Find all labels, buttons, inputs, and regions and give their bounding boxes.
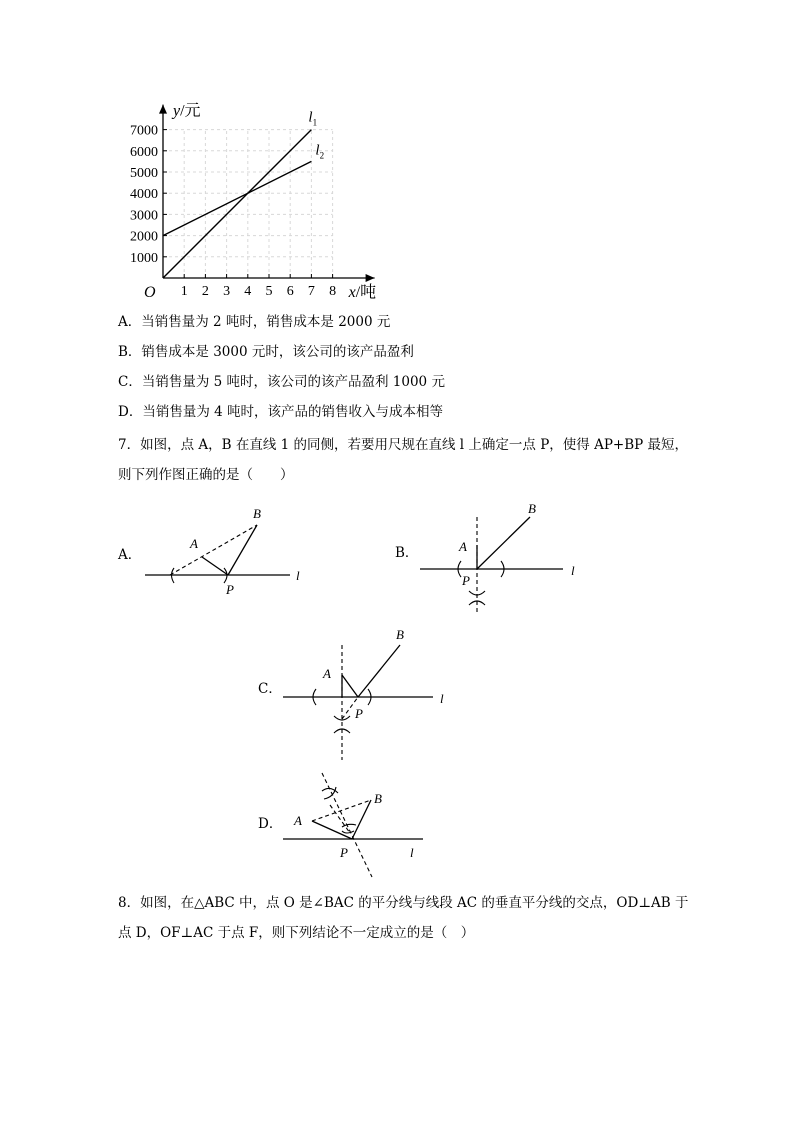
x-tick-label: 7 (307, 284, 315, 299)
fig-a-point-p: P (226, 582, 234, 597)
q7-figure-d-label: D． (258, 816, 283, 832)
fig-b-line-l: l (571, 563, 575, 578)
x-tick-label: 3 (223, 284, 231, 299)
series-label-l1: $l_1$ (308, 109, 318, 128)
series-line-l2 (163, 161, 311, 235)
origin-label: O (144, 284, 156, 301)
y-axis-arrow (159, 105, 167, 114)
q7-stem-line2: 则下列作图正确的是（ ） (118, 467, 294, 483)
x-tick-label: 4 (244, 284, 252, 299)
q6-option-a: A．当销售量为 2 吨时，销售成本是 2000 元 (118, 314, 391, 330)
sales-chart (110, 90, 410, 305)
q6-option-d: D．当销售量为 4 吨时，该产品的销售收入与成本相等 (118, 404, 443, 420)
q7-figure-b-label: B． (395, 545, 419, 561)
fig-d-point-b: B (374, 791, 382, 806)
fig-d-point-a: A (294, 813, 302, 828)
x-axis-label: x/吨 (348, 284, 377, 301)
x-tick-label: 8 (329, 284, 337, 299)
q7-figure-c (278, 620, 458, 765)
x-axis-arrow (366, 274, 375, 282)
fig-c-point-a: A (323, 666, 331, 681)
chart-labels (144, 102, 376, 301)
y-axis-label: y/元 (173, 102, 201, 120)
fig-d-line-l: l (410, 845, 414, 860)
q6-option-c: C．当销售量为 5 吨时，该公司的该产品盈利 1000 元 (118, 374, 445, 390)
q7-figure-b (415, 495, 590, 620)
x-tick-label: 1 (180, 284, 188, 299)
q6-option-b: B．销售成本是 3000 元时，该公司的该产品盈利 (118, 344, 414, 360)
fig-a-point-b: B (253, 506, 261, 521)
y-tick-label: 7000 (130, 123, 158, 139)
y-tick-label: 2000 (130, 229, 158, 245)
y-tick-label: 6000 (130, 144, 158, 160)
fig-b-point-p: P (462, 573, 470, 588)
y-tick-label: 1000 (130, 250, 158, 266)
y-tick-label: 4000 (130, 187, 158, 203)
x-tick-label: 2 (201, 284, 209, 299)
fig-b-point-b: B (528, 501, 536, 516)
y-tick-label: 3000 (130, 208, 158, 224)
y-tick-label: 5000 (130, 166, 158, 181)
fig-a-line-l: l (296, 568, 300, 583)
series-line-l1 (163, 130, 311, 278)
fig-d-point-p: P (340, 845, 348, 860)
x-tick-label: 6 (286, 284, 294, 299)
chart-ticks (130, 124, 336, 299)
series-label-l2: $l_2$ (315, 142, 325, 161)
q7-figure-c-label: C． (258, 681, 282, 697)
chart-series (163, 130, 311, 278)
q8-stem-line1: 8．如图，在△ABC 中，点 O 是∠BAC 的平分线与线段 AC 的垂直平分线的交点，OD⊥AB 于 (118, 895, 689, 911)
q8-stem-line2: 点 D，OF⊥AC 于点 F，则下列结论不一定成立的是（ ） (118, 925, 475, 941)
q7-figure-a-label: A． (118, 547, 142, 563)
q7-figure-a (140, 500, 320, 600)
q7-figure-d (278, 765, 458, 885)
fig-a-point-a: A (190, 536, 198, 551)
chart-grid (163, 130, 333, 278)
fig-c-point-p: P (355, 706, 363, 721)
fig-c-point-b: B (396, 627, 404, 642)
x-tick-label: 5 (265, 284, 273, 299)
q7-stem-line1: 7．如图，点 A，B 在直线 1 的同侧，若要用尺规在直线 l 上确定一点 P，使得 AP+BP 最短， (118, 437, 689, 453)
fig-c-line-l: l (440, 691, 444, 706)
fig-b-point-a: A (459, 539, 467, 554)
